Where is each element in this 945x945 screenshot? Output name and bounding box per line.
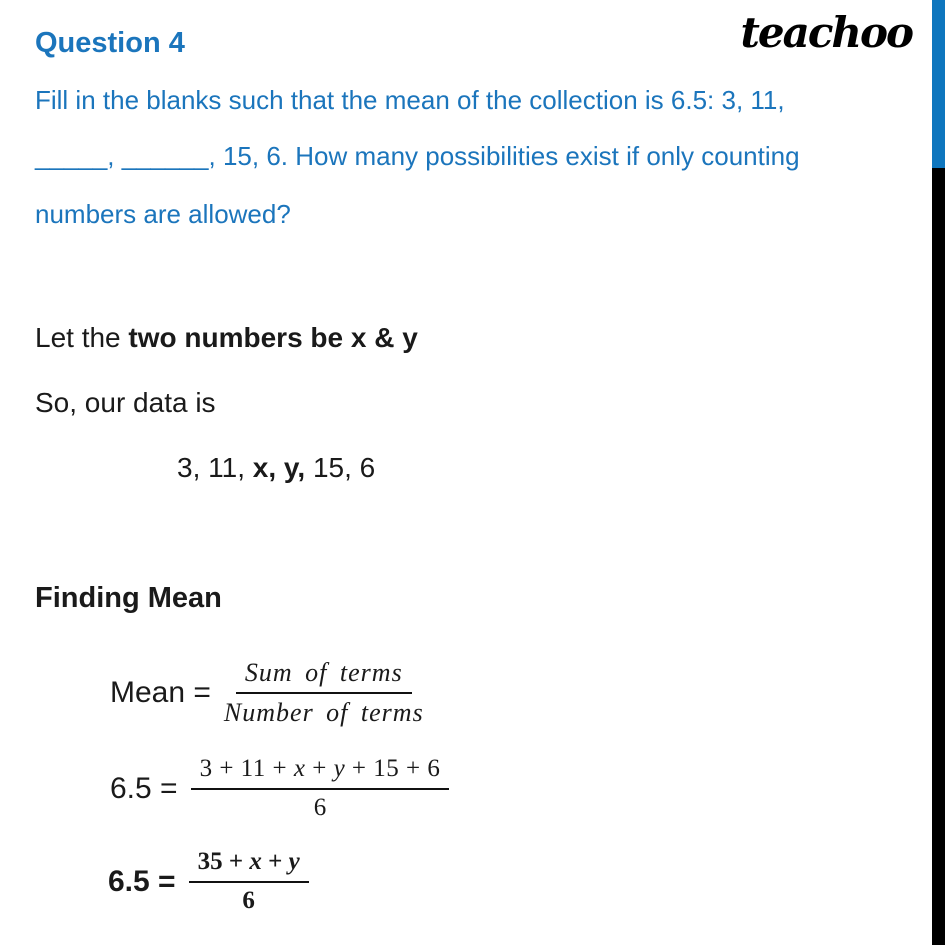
- numerator-text: 35 +: [197, 848, 250, 875]
- let-statement-bold: two numbers be x & y: [128, 322, 418, 353]
- teachoo-logo: teachoo: [740, 8, 912, 57]
- question-text-line1: Fill in the blanks such that the mean of the collection is 6.5: 3, 11,: [35, 85, 785, 115]
- variable-x: x: [293, 755, 306, 782]
- question-text-line3: numbers are allowed?: [35, 199, 291, 229]
- question-title: Question 4: [35, 27, 185, 59]
- question-text-line2: _____, ______, 15, 6. How many possibilities exist if only counting: [35, 141, 800, 171]
- substitution-equation-lhs: 6.5 =: [110, 771, 178, 805]
- variable-y: y: [288, 848, 300, 875]
- simplified-equation-lhs: 6.5 =: [108, 864, 176, 898]
- data-sequence: [177, 452, 375, 484]
- simplified-equation-numerator: [189, 847, 309, 883]
- variable-x: x: [249, 848, 262, 875]
- simplified-equation-fraction: [189, 847, 309, 916]
- let-statement: [35, 322, 418, 354]
- substitution-equation-denominator: 6: [313, 793, 327, 821]
- data-sequence-variables: x, y,: [252, 452, 306, 483]
- substitution-equation-fraction: [191, 754, 450, 823]
- data-sequence-prefix: 3, 11,: [177, 452, 253, 483]
- mean-formula-lhs: Mean =: [110, 675, 211, 709]
- mean-formula-numerator: Sum of terms: [236, 657, 412, 694]
- mean-formula-fraction: [224, 657, 424, 728]
- substitution-equation-numerator: [191, 754, 450, 790]
- simplified-equation: [108, 847, 309, 916]
- mean-formula-denominator: Number of terms: [223, 697, 424, 727]
- right-accent-bar-blue: [932, 0, 945, 168]
- substitution-equation: [110, 754, 449, 823]
- numerator-text: +: [261, 848, 289, 875]
- numerator-text: +: [305, 755, 334, 782]
- variable-y: y: [333, 755, 346, 782]
- data-intro: So, our data is: [35, 387, 216, 418]
- data-sequence-suffix: 15, 6: [305, 452, 376, 483]
- numerator-text: 3 + 11 +: [199, 755, 294, 782]
- finding-mean-heading: Finding Mean: [35, 582, 222, 614]
- numerator-text: + 15 + 6: [345, 755, 441, 782]
- right-accent-bar-black: [932, 168, 945, 945]
- simplified-equation-denominator: 6: [242, 886, 255, 914]
- mean-formula-equation: [110, 657, 424, 728]
- let-statement-prefix: Let the: [35, 322, 129, 353]
